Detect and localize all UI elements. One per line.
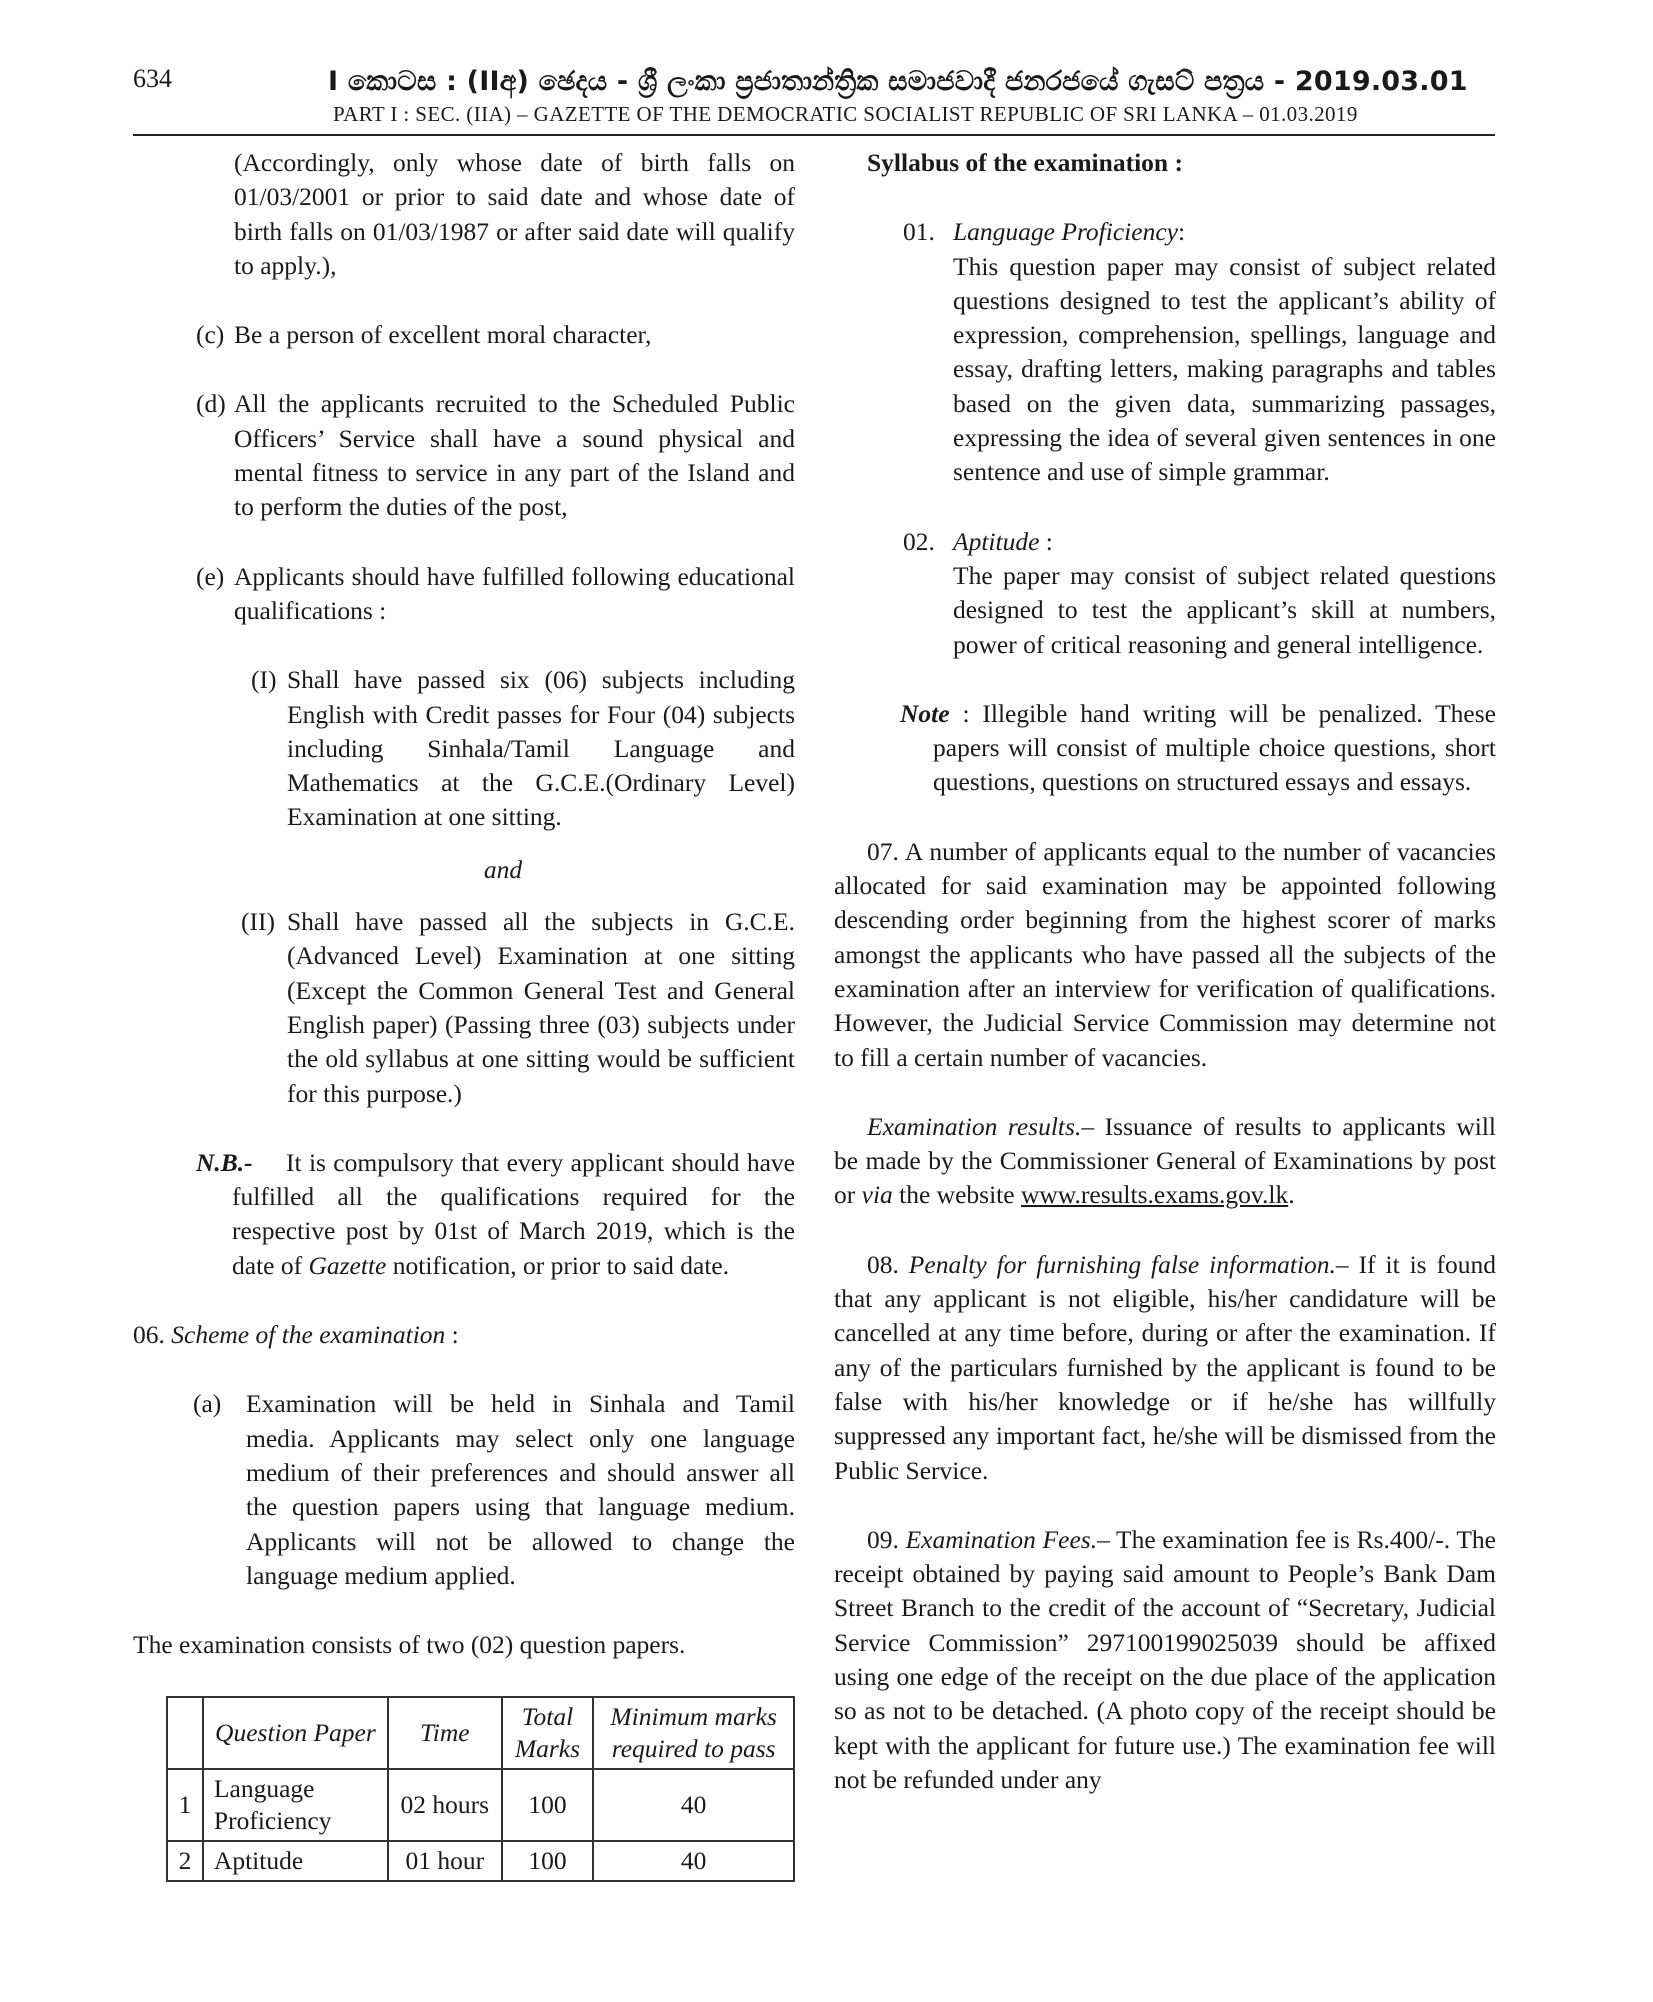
table-cell-no: 1 [167,1769,203,1841]
paragraph-09-title: Examination Fees.– [905,1524,1110,1554]
nb-paragraph [133,1146,795,1283]
nb-gazette: Gazette [308,1250,387,1280]
and-connector: and [483,854,523,884]
syllabus-item-01-colon: : [1177,217,1186,247]
item-c [133,318,795,352]
nb-text-2: notification, or prior to said date. [386,1250,730,1280]
consists-paragraph: The examination consists of two (02) question papers. [133,1630,686,1660]
table-cell-paper: Language Proficiency [203,1769,388,1841]
syllabus-item-02-colon: : [1039,526,1053,556]
item-c-label: (c) [196,320,225,350]
table-row [167,1769,794,1841]
results-via: via [861,1180,893,1210]
table-cell-min: 40 [593,1841,794,1881]
syllabus-item-02-number: 02. [903,526,935,556]
results-paragraph [834,1110,1496,1213]
syllabus-item-02-title: Aptitude [953,526,1040,556]
table-cell-no: 2 [167,1841,203,1881]
syllabus-title: Syllabus of the examination : [867,148,1183,177]
item-ii-label: (II) [241,907,275,937]
table-cell-min: 40 [593,1769,794,1841]
item-i-text: Shall have passed six (06) subjects including English with Credit passes for Four (04) subjects including Sinhala/Tamil Language and Mathematics at the G.C.E.(Ordinary Level) Examination at one sitting. [287,665,795,832]
item-a [133,1387,795,1593]
syllabus-item-02-heading [834,525,1496,559]
results-website-link[interactable]: www.results.exams.gov.lk [1020,1180,1289,1210]
section-06-heading [133,1318,795,1352]
item-d-text: All the applicants recruited to the Scheduled Public Officers’ Service shall have a sound physical and mental fitness to service in any part of the Island and to perform the duties of the post, [234,389,795,522]
item-a-label: (a) [193,1389,222,1419]
item-e-text: Applicants should have fulfilled following educational qualifications : [234,561,795,625]
table-header-row [167,1697,794,1769]
item-c-text: Be a person of excellent moral character, [234,320,652,350]
left-column [133,146,795,1882]
table-header-no [167,1697,203,1769]
note-text: : Illegible hand writing will be penalized. These papers will consist of multiple choice questions, short questions, questions on structured essays and essays. [933,698,1496,797]
results-end: . [1288,1180,1295,1210]
item-i-label: (I) [251,665,277,695]
paragraph-09-number: 09. [867,1524,906,1554]
syllabus-item-01-heading [834,215,1496,249]
table-cell-time: 01 hour [388,1841,502,1881]
results-title: Examination results.– [867,1111,1095,1141]
paragraph-08-text: If it is found that any applicant is not eligible, his/her candidature will be cancelled at any time before, during or after the examination. If any of the particulars furnished by the applicant is found to be false with his/her knowledge or if he/she has willfully suppressed any important fact, he/she will be dismissed from the Public Service. [834,1249,1496,1485]
paragraph-08 [834,1248,1496,1488]
table-cell-total: 100 [502,1769,594,1841]
section-06-number: 06. [133,1320,165,1350]
exam-table [166,1696,795,1882]
header-rule [133,134,1495,136]
table-header-paper: Question Paper [203,1697,388,1769]
syllabus-item-01-text: This question paper may consist of subject related questions designed to test the applicant’s ability of expression, comprehension, spellings, language and essay, drafting letters, making paragraphs and tables based on the given data, summarizing passages, expressing the idea of several given sentences in one sentence and use of simple grammar. [953,251,1496,487]
nb-text-1: It is compulsory that every applicant should have fulfilled all the qualifications required for the respective post by 01st of March 2019, which is the date of [232,1147,795,1280]
results-text-1: Issuance of results to applicants will be made by the Commissioner General of Examinations by post or [834,1111,1496,1210]
table-cell-time: 02 hours [388,1769,502,1841]
section-06-colon: : [445,1320,459,1350]
item-a-text: Examination will be held in Sinhala and Tamil media. Applicants may select only one language medium of their preferences and should answer all the question papers using that language medium. Applicants will not be allowed to change the language medium applied. [246,1389,795,1590]
nb-label: N.B.- [196,1147,253,1177]
paragraph-08-title: Penalty for furnishing false information.– [908,1249,1349,1279]
section-06-title: Scheme of the examination [171,1320,446,1350]
paragraph-09 [834,1523,1496,1797]
syllabus-item-01-number: 01. [903,217,935,247]
table-header-min: Minimum marks required to pass [593,1697,794,1769]
paragraph-07: 07. A number of applicants equal to the number of vacancies allocated for said examination may be appointed following descending order beginning from the highest scorer of marks amongst the applicants who have passed all the subjects of the examination after an interview for verification of qualifications. However, the Judicial Service Commission may determine not to fill a certain number of vacancies. [834,836,1496,1072]
syllabus-item-02-text: The paper may consist of subject related questions designed to test the applicant’s skill at numbers, power of critical reasoning and general intelligence. [953,560,1496,659]
item-i [133,663,795,834]
paragraph-08-number: 08. [867,1249,909,1279]
item-ii [133,905,795,1111]
item-ii-text: Shall have passed all the subjects in G.C.E. (Advanced Level) Examination at one sitting (Except the Common General Test and General English paper) (Passing three (03) subjects under the old syllabus at one sitting would be sufficient for this purpose.) [287,907,795,1108]
page-number: 634 [133,64,172,93]
paragraph-09-text: The examination fee is Rs.400/-. The receipt obtained by paying said amount to People’s Bank Dam Street Branch to the credit of the account of “Secretary, Judicial Service Commission” 297100199025039 should be affixed using one edge of the receipt on the due place of the application so as not to be detached. (A photo copy of the receipt should be kept with the applicant for future use.) The examination fee will not be refunded under any [834,1524,1496,1794]
header-title-sinhala: I කොටස : (IIඅ) ඡෙදය - ශ්‍රී ලංකා ප්‍රජාතාන්ත්‍රික සමාජවාදී ජනරජයේ ගැසට් පත්‍රය - 2019.03.01 [328,66,1468,97]
syllabus-item-01-title: Language Proficiency [953,217,1178,247]
table-row [167,1841,794,1881]
table-cell-total: 100 [502,1841,594,1881]
header-title-english: PART I : SEC. (IIA) – GAZETTE OF THE DEMOCRATIC SOCIALIST REPUBLIC OF SRI LANKA – 01.03.2019 [333,102,1358,126]
item-e [133,560,795,629]
item-d [133,387,795,524]
results-text-2: the website [892,1180,1021,1210]
table-header-total: Total Marks [502,1697,594,1769]
note-label: Note [900,698,950,728]
table-cell-paper: Aptitude [203,1841,388,1881]
right-column [834,146,1496,1797]
note-paragraph [834,697,1496,800]
item-e-label: (e) [196,561,225,591]
table-header-time: Time [388,1697,502,1769]
item-d-label: (d) [196,389,226,419]
accordingly-paragraph: (Accordingly, only whose date of birth falls on 01/03/2001 or prior to said date and whose date of birth falls on 01/03/1987 or after said date will qualify to apply.), [234,148,795,280]
